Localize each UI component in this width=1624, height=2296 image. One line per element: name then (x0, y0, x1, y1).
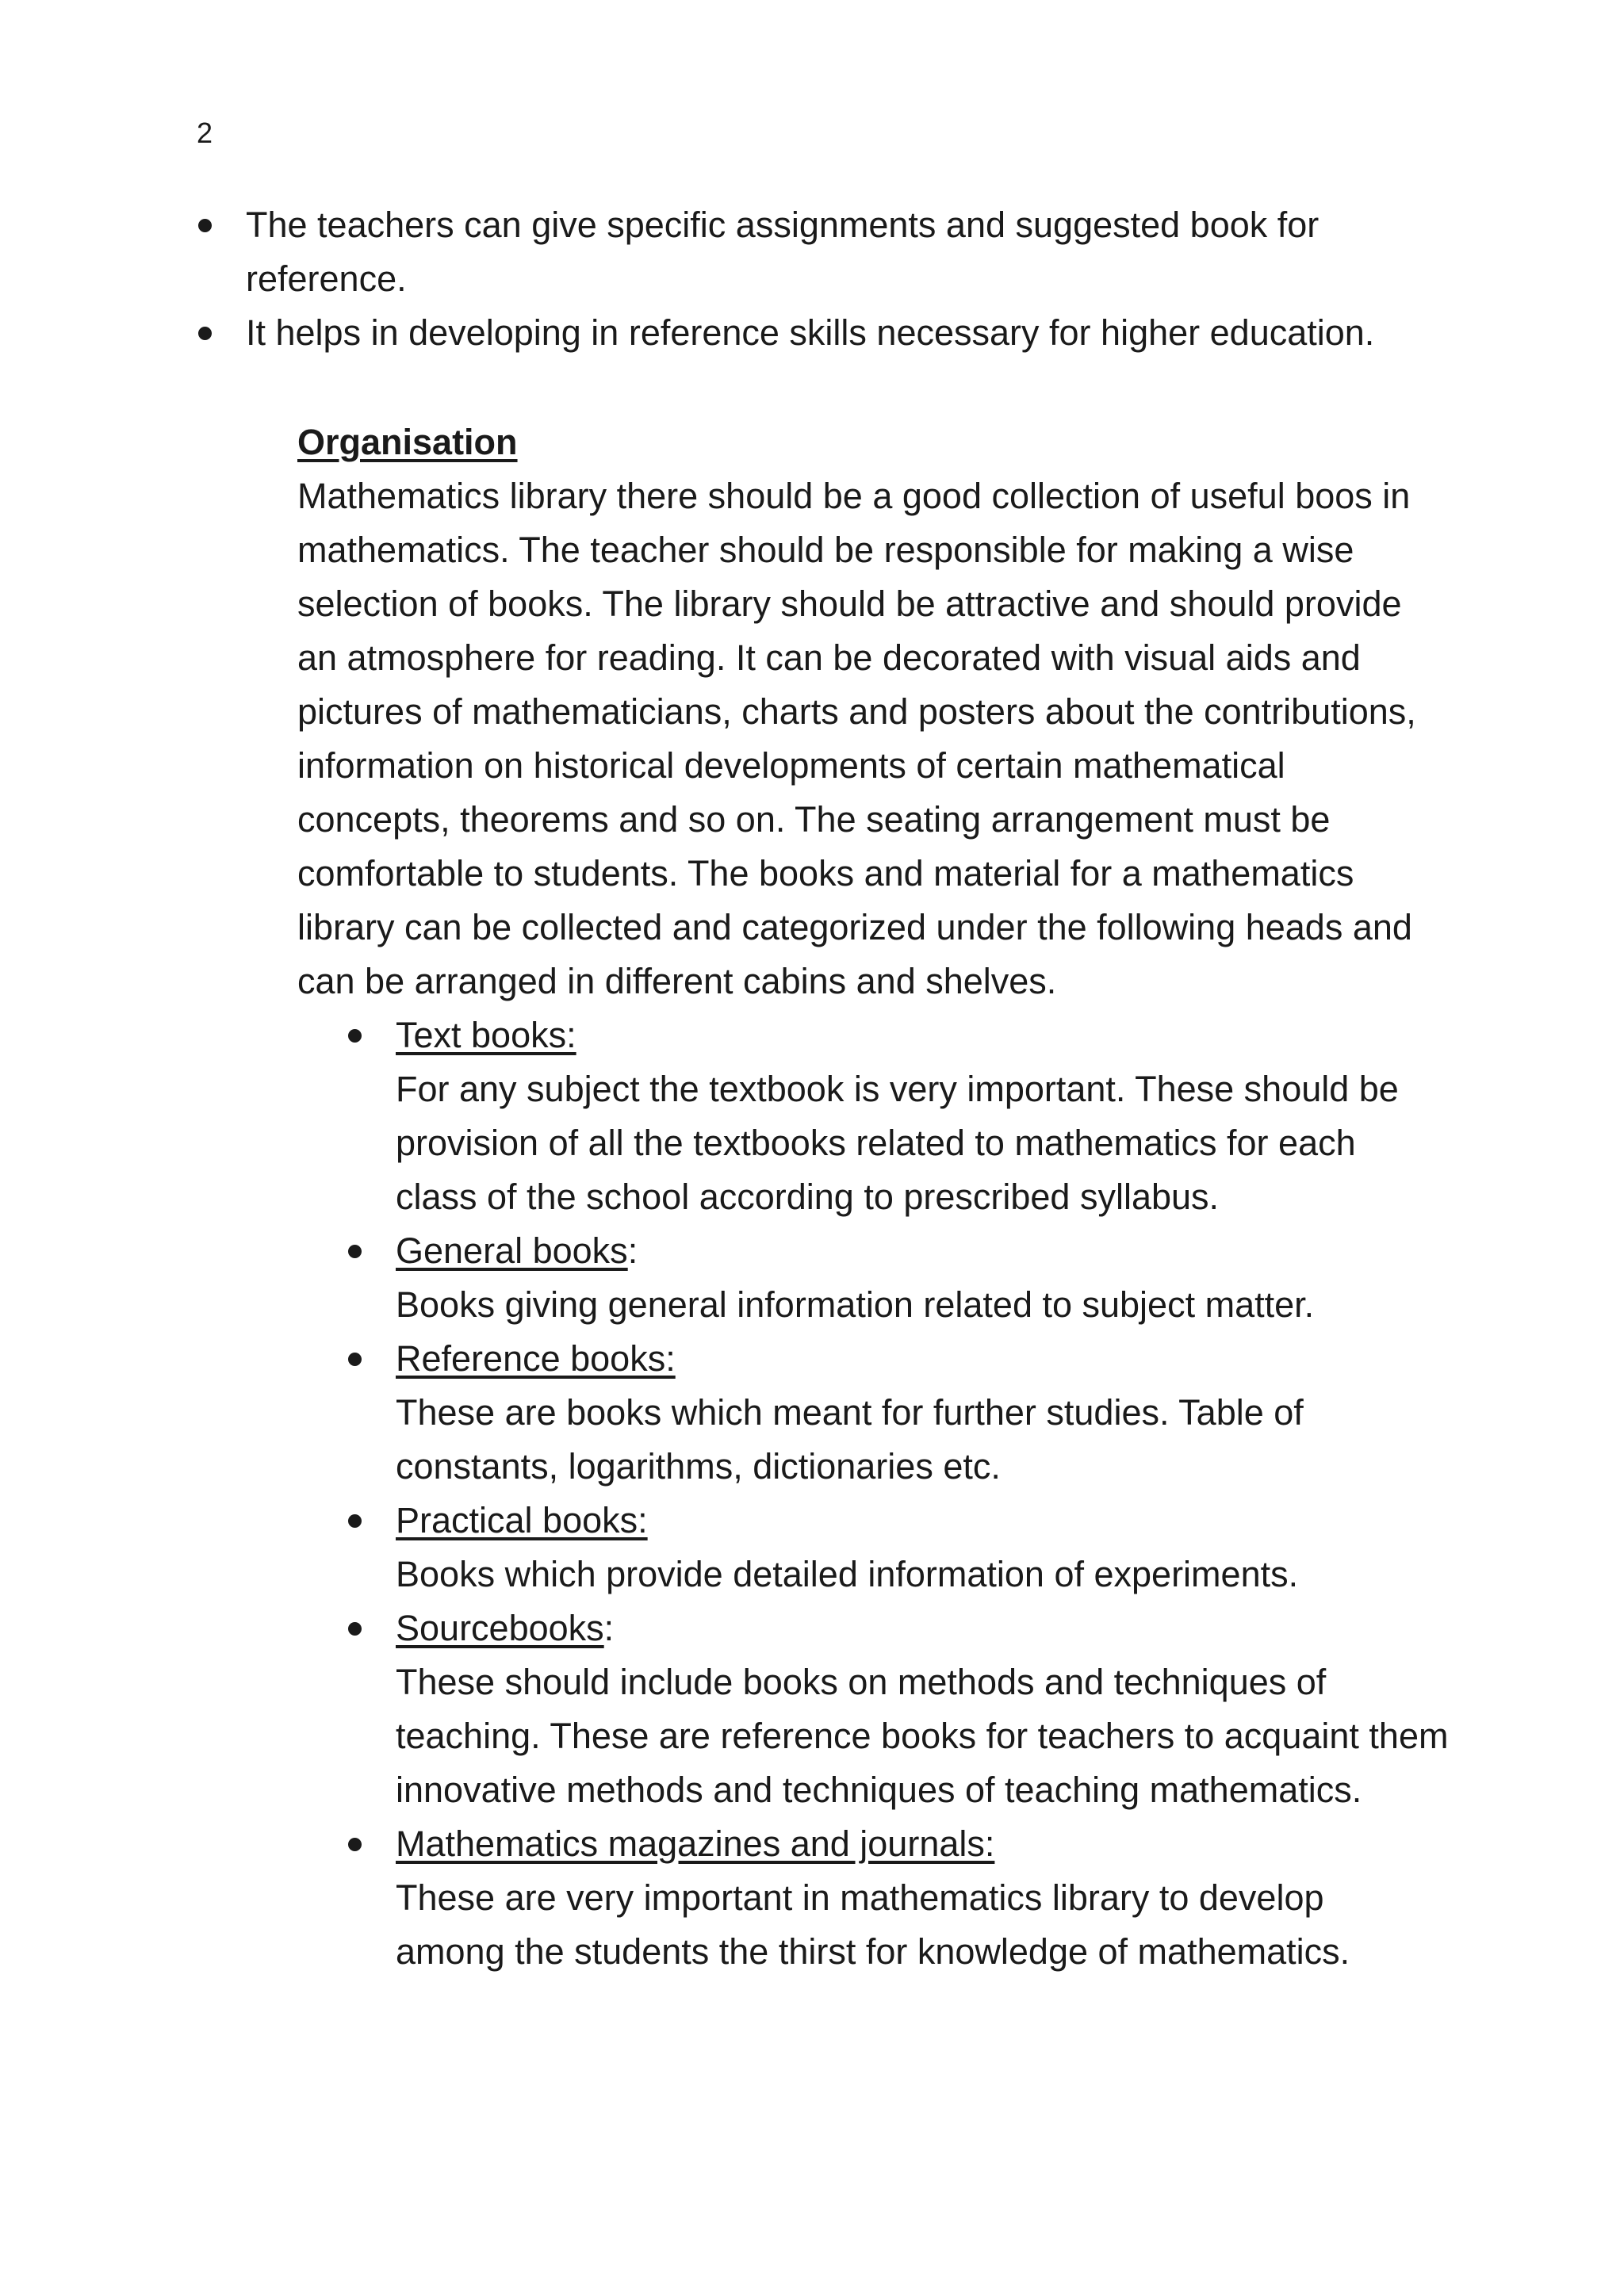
item-line: innovative methods and techniques of teaching mathematics. (396, 1770, 1362, 1810)
item-line: among the students the thirst for knowledge of mathematics. (396, 1931, 1350, 1972)
bullet-icon (348, 1838, 362, 1851)
list-item (246, 306, 1435, 360)
list-item-general-books (396, 1224, 1455, 1332)
intro-bullet-list (246, 198, 1435, 360)
paragraph-line: can be arranged in different cabins and shelves. (297, 961, 1057, 1001)
paragraph-line: pictures of mathematicians, charts and posters about the contributions, (297, 691, 1416, 732)
list-item-text-books (396, 1008, 1455, 1224)
bullet-icon (348, 1029, 362, 1043)
book-category-list (297, 1008, 1455, 1979)
list-item-line: reference. (246, 258, 407, 299)
item-title: Sourcebooks (396, 1608, 604, 1648)
list-item-sourcebooks (396, 1601, 1455, 1817)
item-line: These are very important in mathematics library to develop (396, 1877, 1324, 1918)
section-heading: Organisation (297, 422, 518, 462)
paragraph-line: mathematics. The teacher should be responsible for making a wise (297, 530, 1354, 570)
paragraph-line: information on historical developments of certain mathematical (297, 745, 1285, 786)
bullet-icon (348, 1353, 362, 1366)
organisation-section (297, 415, 1455, 1979)
paragraph-line: library can be collected and categorized under the following heads and (297, 907, 1412, 947)
item-line: teaching. These are reference books for teachers to acquaint them (396, 1716, 1449, 1756)
item-title-suffix: : (627, 1230, 638, 1271)
item-title: Reference books: (396, 1338, 676, 1379)
item-line: class of the school according to prescribed syllabus. (396, 1177, 1220, 1217)
list-item-line: It helps in developing in reference skills necessary for higher education. (246, 312, 1375, 353)
list-item (246, 198, 1435, 306)
item-line: provision of all the textbooks related to mathematics for each (396, 1123, 1356, 1163)
item-title: Text books: (396, 1015, 576, 1055)
item-title: General books (396, 1230, 628, 1271)
item-line: constants, logarithms, dictionaries etc. (396, 1446, 1001, 1487)
item-line: These should include books on methods and techniques of (396, 1662, 1327, 1702)
item-line: Books which provide detailed information of experiments. (396, 1554, 1299, 1594)
list-item-reference-books (396, 1332, 1455, 1494)
bullet-icon (198, 219, 212, 232)
bullet-icon (198, 327, 212, 340)
item-line: For any subject the textbook is very important. These should be (396, 1069, 1399, 1109)
list-item-magazines-journals (396, 1817, 1455, 1979)
list-item-line: The teachers can give specific assignments and suggested book for (246, 205, 1320, 245)
item-title: Practical books: (396, 1500, 648, 1540)
paragraph-line: selection of books. The library should be attractive and should provide (297, 584, 1402, 624)
paragraph-line: concepts, theorems and so on. The seating arrangement must be (297, 799, 1331, 840)
paragraph-line: Mathematics library there should be a good collection of useful boos in (297, 476, 1411, 516)
bullet-icon (348, 1245, 362, 1258)
section-paragraph (297, 469, 1455, 1008)
page-number: 2 (197, 117, 213, 149)
list-item-practical-books (396, 1494, 1455, 1601)
bullet-icon (348, 1622, 362, 1636)
item-title: Mathematics magazines and journals: (396, 1823, 995, 1864)
item-line: Books giving general information related to subject matter. (396, 1284, 1315, 1325)
bullet-icon (348, 1514, 362, 1528)
paragraph-line: comfortable to students. The books and material for a mathematics (297, 853, 1354, 894)
item-line: These are books which meant for further studies. Table of (396, 1392, 1304, 1433)
item-title-suffix: : (603, 1608, 615, 1648)
paragraph-line: an atmosphere for reading. It can be decorated with visual aids and (297, 637, 1361, 678)
